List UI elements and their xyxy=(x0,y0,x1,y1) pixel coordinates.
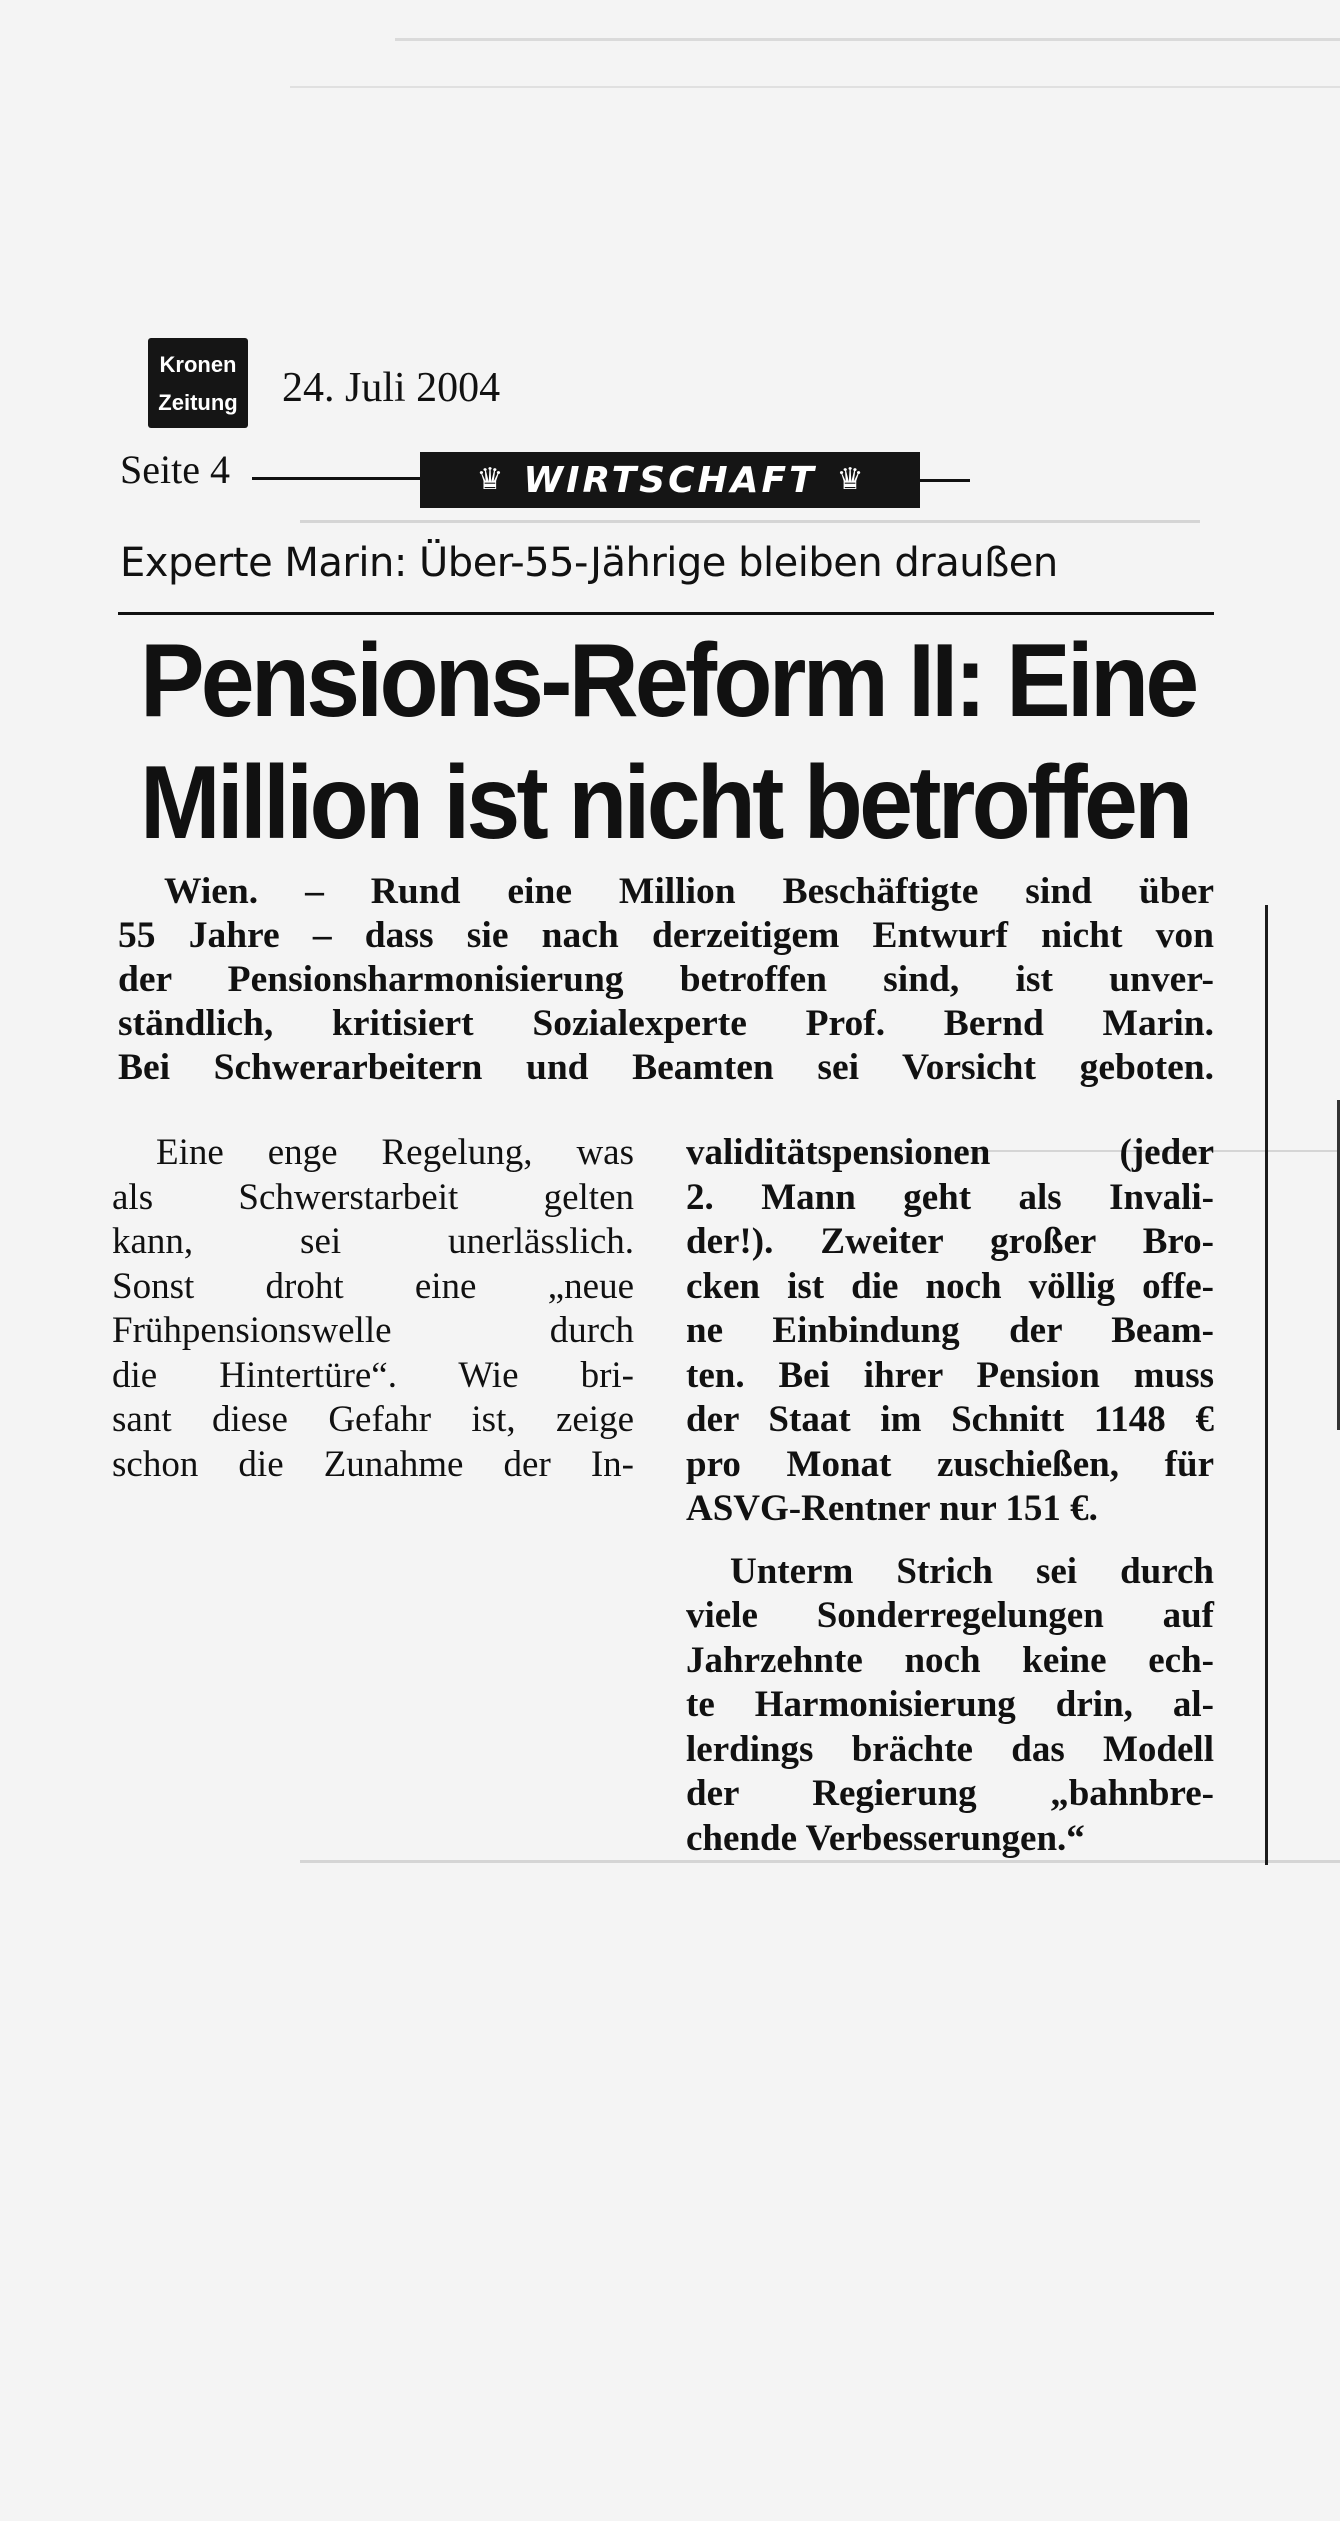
body-line: ne Einbindung der Beam- xyxy=(686,1310,1214,1351)
lead-line: Bei Schwerarbeitern und Beamten sei Vorsicht geboten. xyxy=(118,1047,1214,1088)
body-line: sant diese Gefahr ist, zeige xyxy=(112,1399,634,1440)
body-line: Eine enge Regelung, was xyxy=(156,1132,634,1173)
logo-line-2: Zeitung xyxy=(158,390,238,415)
headline-line: Pensions-Reform II: Eine xyxy=(140,623,1196,739)
bleed-rule-top-2 xyxy=(290,86,1340,88)
headline-line: Million ist nicht betroffen xyxy=(140,745,1190,861)
body-column-left xyxy=(112,1131,634,1487)
article-lead xyxy=(118,870,1214,1090)
body-line: ASVG-Rentner nur 151 €. xyxy=(686,1488,1098,1529)
bleed-rule-top xyxy=(395,38,1340,41)
page-rule xyxy=(252,477,424,480)
body-column-right xyxy=(686,1131,1214,1861)
body-line: schon die Zunahme der In- xyxy=(112,1443,634,1485)
body-line: 2. Mann geht als Invali- xyxy=(686,1176,1214,1218)
logo-line-1: Kronen xyxy=(159,352,237,377)
bleed-rule xyxy=(300,520,1200,523)
page-number: Seite 4 xyxy=(120,447,230,492)
body-line: der Regierung „bahnbre- xyxy=(686,1773,1214,1814)
body-line: cken ist die noch völlig offe- xyxy=(686,1265,1214,1307)
body-line: Unterm Strich sei durch xyxy=(730,1550,1214,1592)
body-line: chende Verbesserungen.“ xyxy=(686,1817,1085,1859)
body-line: te Harmonisierung drin, al- xyxy=(686,1684,1214,1725)
body-line: Jahrzehnte noch keine ech- xyxy=(686,1639,1214,1681)
body-line: der Staat im Schnitt 1148 € xyxy=(686,1399,1214,1440)
lead-line: der Pensionsharmonisierung betroffen sind, ist unver- xyxy=(118,959,1214,1000)
body-line: validitätspensionen (jeder xyxy=(686,1132,1214,1173)
body-line: pro Monat zuschießen, für xyxy=(686,1443,1214,1485)
lead-line: ständlich, kritisiert Sozialexperte Prof. Bernd Marin. xyxy=(118,1003,1214,1044)
section-banner xyxy=(420,452,920,508)
crown-icon: ♛ xyxy=(836,463,864,496)
body-line: ten. Bei ihrer Pension muss xyxy=(686,1354,1214,1396)
body-line: als Schwerstarbeit gelten xyxy=(112,1176,634,1218)
body-line: der!). Zweiter großer Bro- xyxy=(686,1221,1214,1262)
clipping-frame-rule xyxy=(1265,905,1268,1865)
kicker-rule xyxy=(118,612,1214,615)
body-line: kann, sei unerlässlich. xyxy=(112,1221,634,1262)
article-kicker: Experte Marin: Über-55-Jährige bleiben draußen xyxy=(120,540,1058,586)
page-rule-right xyxy=(920,479,970,482)
body-line: Sonst droht eine „neue xyxy=(112,1265,634,1307)
body-line: viele Sonderregelungen auf xyxy=(686,1595,1214,1636)
body-line: die Hintertüre“. Wie bri- xyxy=(112,1354,634,1396)
body-line: Frühpensionswelle durch xyxy=(112,1310,634,1351)
publication-date: 24. Juli 2004 xyxy=(282,365,501,411)
bleed-through-headline xyxy=(300,110,374,377)
crown-icon: ♛ xyxy=(476,463,504,496)
section-label: WIRTSCHAFT xyxy=(523,459,817,501)
lead-line: 55 Jahre – dass sie nach derzeitigem Entwurf nicht von xyxy=(118,915,1214,956)
lead-line: Wien. – Rund eine Million Beschäftigte sind über xyxy=(164,871,1214,912)
newspaper-logo xyxy=(148,338,248,428)
article-headline xyxy=(140,620,1196,864)
body-line: lerdings brächte das Modell xyxy=(686,1728,1214,1770)
